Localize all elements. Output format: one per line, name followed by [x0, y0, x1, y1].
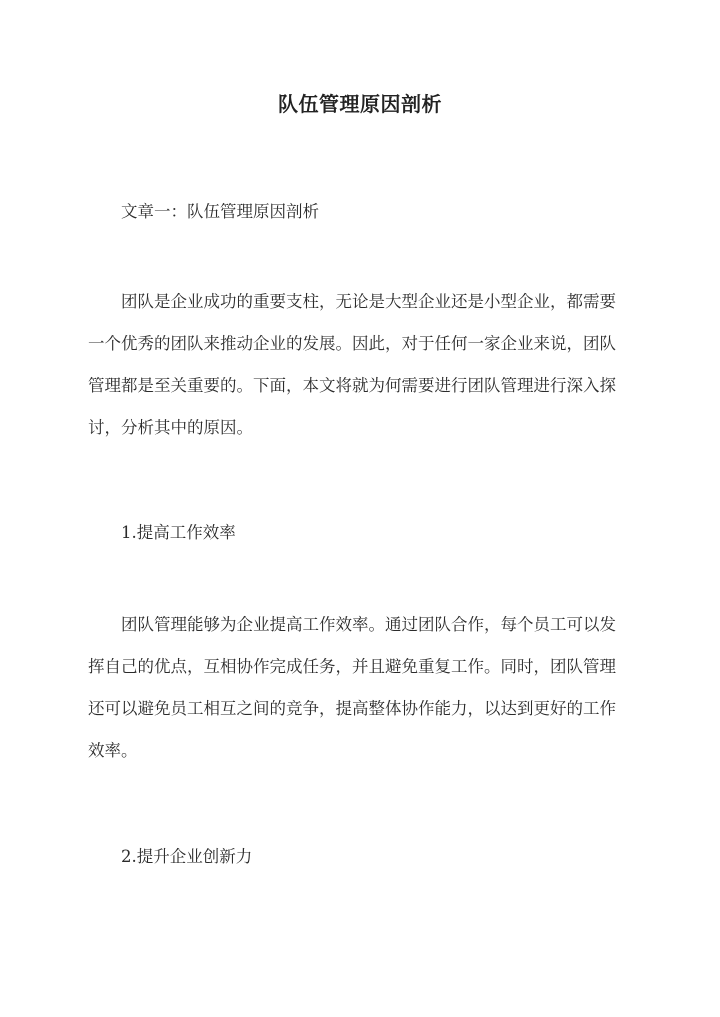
- paragraph-line: 团队是企业成功的重要支柱，无论是大型企业还是小型企业，都需要: [121, 292, 616, 311]
- article-subtitle: 文章一：队伍管理原因剖析: [121, 202, 319, 221]
- paragraph-line: 还可以避免员工相互之间的竞争，提高整体协作能力，以达到更好的工作: [88, 699, 616, 718]
- document-title: 队伍管理原因剖析: [278, 92, 442, 116]
- paragraph-line: 讨，分析其中的原因。: [88, 418, 253, 437]
- paragraph-line: 管理都是至关重要的。下面，本文将就为何需要进行团队管理进行深入探: [88, 376, 616, 395]
- paragraph-line: 一个优秀的团队来推动企业的发展。因此，对于任何一家企业来说，团队: [88, 334, 616, 353]
- paragraph-line: 效率。: [88, 741, 138, 760]
- paragraph-line: 挥自己的优点，互相协作完成任务，并且避免重复工作。同时，团队管理: [88, 657, 616, 676]
- intro-paragraph: [88, 281, 636, 449]
- section-heading: 1.提高工作效率: [121, 523, 236, 542]
- section1-paragraph: [88, 604, 636, 772]
- section-heading: 2.提升企业创新力: [121, 847, 253, 866]
- paragraph-line: 团队管理能够为企业提高工作效率。通过团队合作，每个员工可以发: [121, 615, 616, 634]
